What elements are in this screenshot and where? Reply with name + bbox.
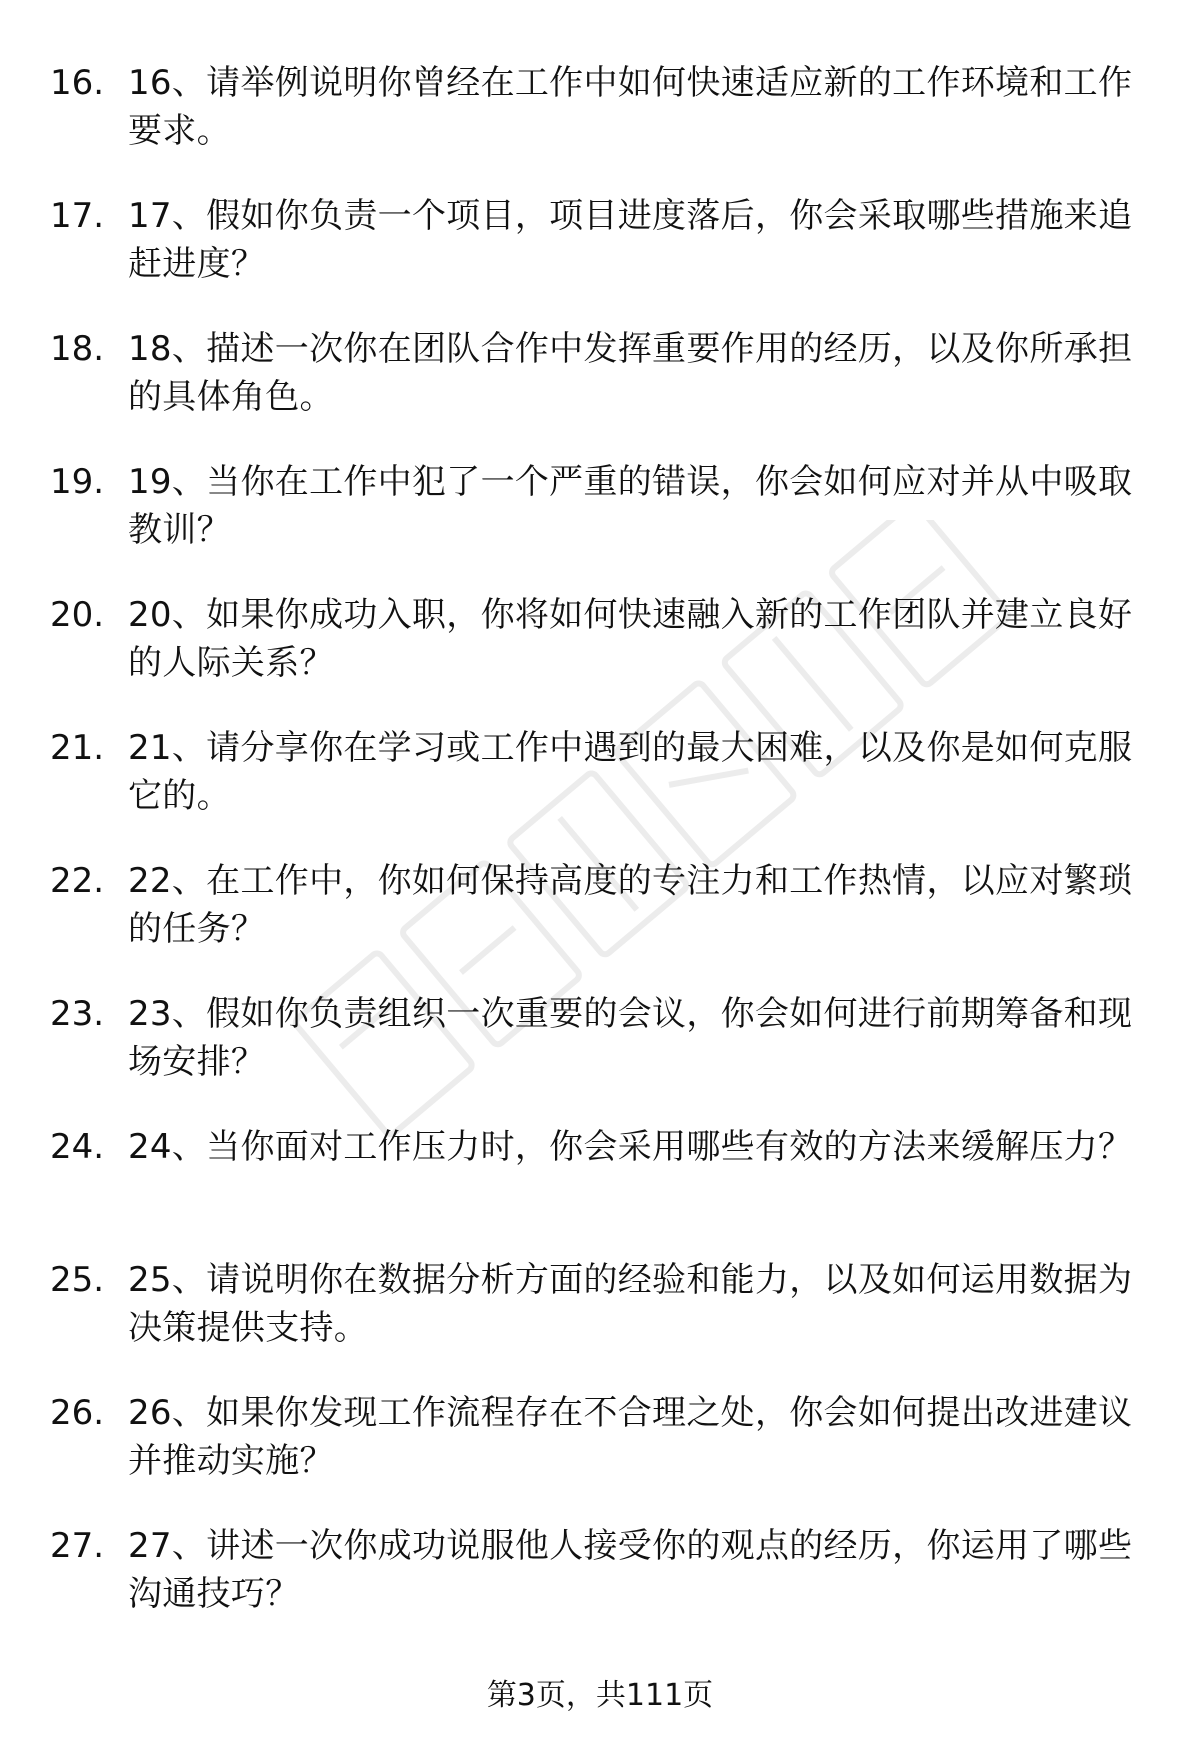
item-number: 16. <box>50 63 105 103</box>
item-number: 20. <box>50 595 105 635</box>
question-text: 26、如果你发现工作流程存在不合理之处，你会如何提出改进建议并推动实施？ <box>128 1393 1133 1481</box>
question-text: 16、请举例说明你曾经在工作中如何快速适应新的工作环境和工作要求。 <box>128 63 1133 151</box>
list-item <box>0 59 1200 192</box>
question-text: 20、如果你成功入职，你将如何快速融入新的工作团队并建立良好的人际关系？ <box>128 595 1133 683</box>
item-number: 21. <box>50 728 105 768</box>
question-list <box>0 59 1200 1655</box>
question-text: 19、当你在工作中犯了一个严重的错误，你会如何应对并从中吸取教训？ <box>128 462 1133 550</box>
list-item <box>0 1522 1200 1655</box>
list-item <box>0 458 1200 591</box>
item-number: 26. <box>50 1393 105 1433</box>
list-item <box>0 325 1200 458</box>
list-item <box>0 591 1200 724</box>
question-text: 24、当你面对工作压力时，你会采用哪些有效的方法来缓解压力？ <box>128 1127 1133 1167</box>
list-item <box>0 1389 1200 1522</box>
item-number: 22. <box>50 861 105 901</box>
item-number: 24. <box>50 1127 105 1167</box>
question-text: 17、假如你负责一个项目，项目进度落后，你会采取哪些措施来追赶进度？ <box>128 196 1133 284</box>
question-text: 23、假如你负责组织一次重要的会议，你会如何进行前期筹备和现场安排？ <box>128 994 1133 1082</box>
item-number: 25. <box>50 1260 105 1300</box>
question-text: 27、讲述一次你成功说服他人接受你的观点的经历，你运用了哪些沟通技巧？ <box>128 1526 1133 1614</box>
question-text: 22、在工作中，你如何保持高度的专注力和工作热情，以应对繁琐的任务？ <box>128 861 1133 949</box>
list-item <box>0 990 1200 1123</box>
item-number: 18. <box>50 329 105 369</box>
page-footer: 第3页，共111页 <box>486 1678 714 1713</box>
question-text: 25、请说明你在数据分析方面的经验和能力，以及如何运用数据为决策提供支持。 <box>128 1260 1133 1348</box>
question-text: 18、描述一次你在团队合作中发挥重要作用的经历，以及你所承担的具体角色。 <box>128 329 1133 417</box>
item-number: 17. <box>50 196 105 236</box>
question-text: 21、请分享你在学习或工作中遇到的最大困难，以及你是如何克服它的。 <box>128 728 1133 816</box>
list-item <box>0 857 1200 990</box>
list-item <box>0 1256 1200 1389</box>
item-number: 23. <box>50 994 105 1034</box>
item-number: 27. <box>50 1526 105 1566</box>
item-number: 19. <box>50 462 105 502</box>
list-item <box>0 1123 1200 1256</box>
list-item <box>0 724 1200 857</box>
list-item <box>0 192 1200 325</box>
